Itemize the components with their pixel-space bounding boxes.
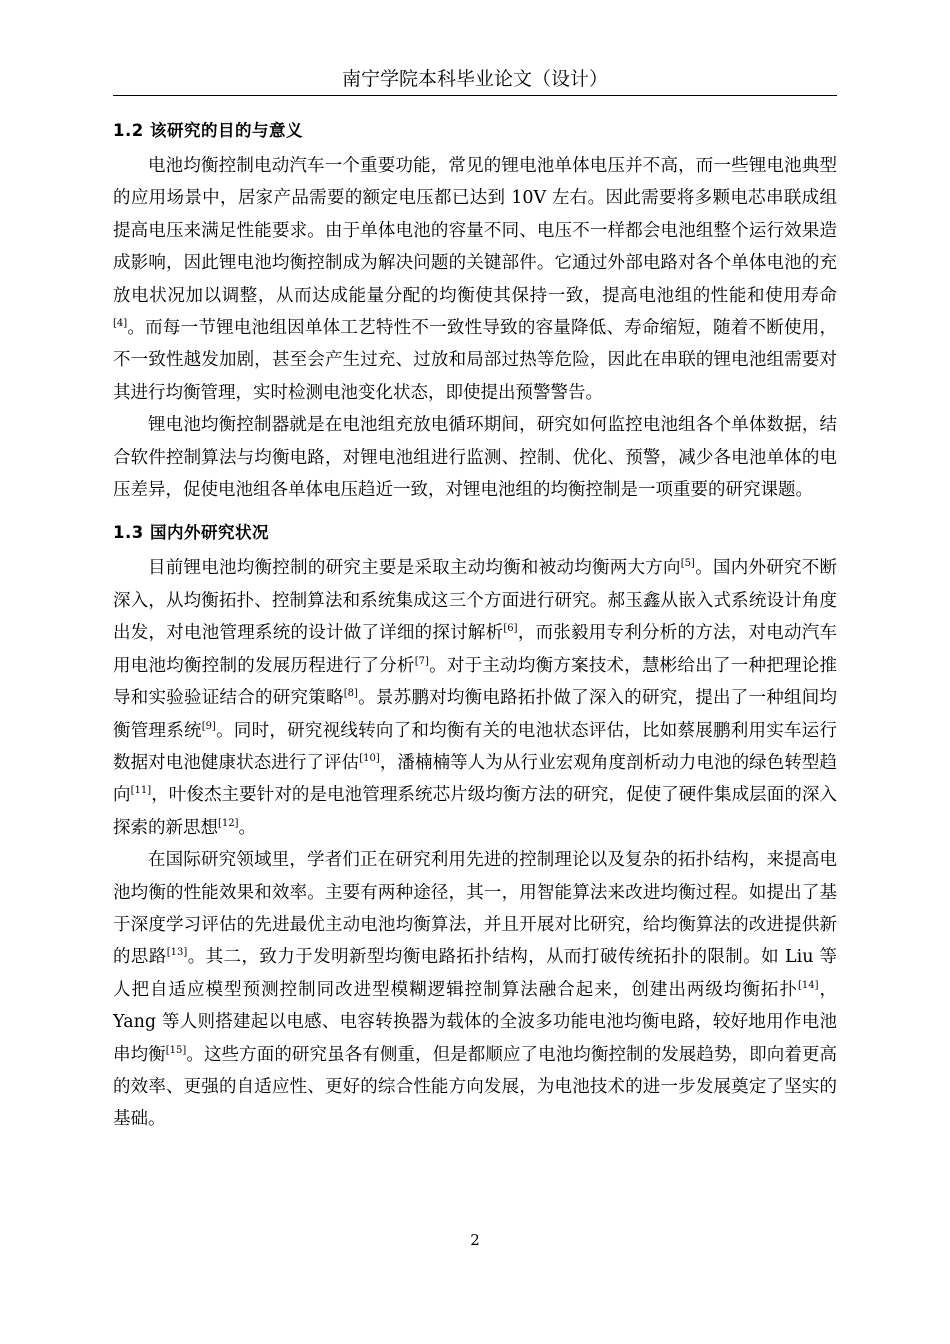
paragraph-text: 电池均衡控制电动汽车一个重要功能，常见的锂电池单体电压并不高，而一些锂电池典型的应用场景中，居家产品需要的额定电压都已达到 10V 左右。因此需要将多颗电芯串联成组提高电压来满足性能要求。由于单体电池的容量不同、电压不一样都会电池组整个运行效果造成影响，因此锂电池均衡控制成为解决问题的关键部件。它通过外部电路对各个单体电池的充放电状况加以调整，从而达成能量分配的均衡使其保持一致，提高电池组的性能和使用寿命	[113, 156, 837, 306]
page-number: 2	[470, 1231, 480, 1249]
paragraph-text: 目前锂电池均衡控制的研究主要是采取主动均衡和被动均衡两大方向	[148, 558, 681, 579]
paragraph-text: 。国内外研究不断深入，从均衡拓扑、控制算法和系统集成这三个方面进行研究。郝玉鑫从嵌入式系统设计角度出发，对电池管理系统的设计做了详细的探讨解析	[113, 558, 838, 644]
paragraph-text: 。这些方面的研究虽各有侧重，但是都顺应了电池均衡控制的发展趋势，即向着更高的效率、更强的自适应性、更好的综合性能方向发展，为电池技术的进一步发展奠定了坚实的基础。	[113, 1044, 838, 1130]
paragraph-text: 。	[238, 817, 257, 838]
citation-ref: [10]	[359, 753, 380, 765]
paragraph-text: ，潘楠楠等人为从行业宏观角度剖析动力电池的绿色转型趋向	[113, 752, 838, 806]
citation-ref: [11]	[130, 785, 152, 797]
citation-ref: [8]	[343, 688, 358, 700]
citation-ref: [5]	[680, 558, 695, 570]
paragraph-text: 在国际研究领域里，学者们正在研究利用先进的控制理论以及复杂的拓扑结构，来提高电池均衡的性能效果和效率。主要有两种途径，其一，用智能算法来改进均衡过程。如提出了基于深度学习评估的先进最优主动电池均衡算法，并且开展对比研究，给均衡算法的改进提供新的思路	[113, 850, 837, 968]
body-paragraph	[113, 150, 837, 409]
paragraph-text: 。景苏鹏对均衡电路拓扑做了深入的研究，提出了一种组间均衡管理系统	[113, 688, 838, 741]
document-body	[113, 112, 837, 1136]
paragraph-text: 。而每一节锂电池组因单体工艺特性不一致性导致的容量降低、寿命缩短，随着不断使用，不一致性越发加剧，甚至会产生过充、过放和局部过热等危险，因此在串联的锂电池组需要对其进行均衡管理，实时检测电池变化状态，即使提出预警警告。	[113, 318, 837, 403]
section-heading-research-status: 1.3 国内外研究状况	[113, 523, 269, 543]
paragraph-text: ，Yang 等人则搭建起以电感、电容转换器为载体的全波多功能电池均衡电路，较好地用作电池串均衡	[113, 979, 838, 1065]
citation-ref: [4]	[113, 318, 128, 330]
paragraph-text: 锂电池均衡控制器就是在电池组充放电循环期间，研究如何监控电池组各个单体数据，结合软件控制算法与均衡电路，对锂电池组进行监测、控制、优化、预警，减少各电池单体的电压差异，促使电池组各单体电压趋近一致，对锂电池组的均衡控制是一项重要的研究课题。	[113, 415, 837, 501]
citation-ref: [7]	[414, 655, 429, 667]
citation-ref: [13]	[166, 947, 188, 959]
header-rule	[113, 95, 837, 96]
citation-ref: [6]	[503, 623, 518, 635]
citation-ref: [12]	[218, 817, 239, 829]
paragraph-text: ，叶俊杰主要针对的是电池管理系统芯片级均衡方法的研究，促使了硬件集成层面的深入探索的新思想	[113, 785, 838, 838]
body-paragraph	[113, 844, 837, 1136]
paragraph-text: ，而张毅用专利分析的方法，对电动汽车用电池均衡控制的发展历程进行了分析	[113, 623, 837, 676]
section-heading-purpose: 1.2 该研究的目的与意义	[113, 121, 303, 140]
paragraph-text: 。对于主动均衡方案技术，慧彬给出了一种把理论推导和实验验证结合的研究策略	[113, 655, 838, 709]
paragraph-text: 。其二，致力于发明新型均衡电路拓扑结构，从而打破传统拓扑的限制。如 Liu 等人把自适应模型预测控制同改进型模糊逻辑控制算法融合起来，创建出两级均衡拓扑	[113, 947, 837, 1000]
page-header-title: 南宁学院本科毕业论文（设计）	[341, 68, 608, 90]
body-paragraph	[113, 409, 837, 506]
citation-ref: [9]	[201, 720, 216, 732]
citation-ref: [14]	[797, 979, 819, 991]
body-paragraph	[113, 552, 837, 844]
citation-ref: [15]	[165, 1044, 187, 1056]
paragraph-text: 。同时，研究视线转向了和均衡有关的电池状态评估，比如蔡展鹏利用实车运行数据对电池健康状态进行了评估	[113, 720, 838, 773]
